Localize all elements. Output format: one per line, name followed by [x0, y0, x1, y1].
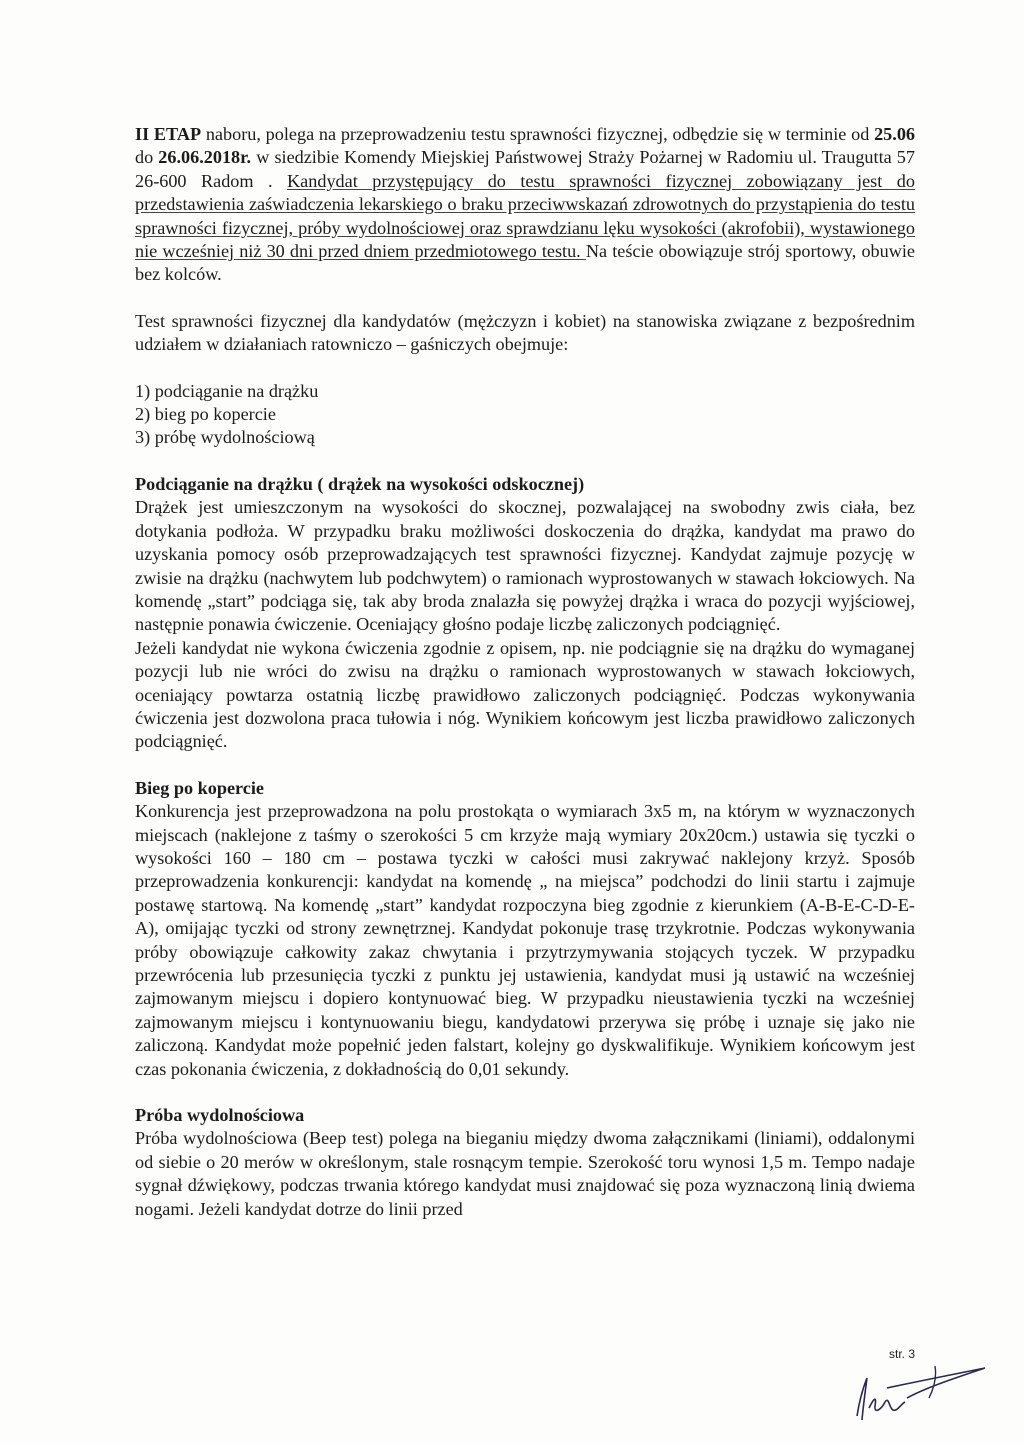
beep-paragraph: Próba wydolnościowa (Beep test) polega na bieganiu między dwoma załącznikami (liniami), oddalonymi od siebie o 20 merów w określonym, stale rosnącym tempie. Szerokość toru wynosi 1,5 m. Tempo nadaje sygnał dźwiękowy, podczas trwania którego kandydat musi znajdować się poza wyznaczoną linią dwiema nogami. Jeżeli kandydat dotrze do linii przed — [135, 1128, 915, 1219]
intro-text-4: Na teście obowiązuje strój sportowy, obuwie bez kolców. — [135, 241, 915, 285]
pullup-paragraph-2: Jeżeli kandydat nie wykona ćwiczenia zgodnie z opisem, np. nie podciągnie się na drążku do wymaganej pozycji lub nie wróci do zwisu na drążku o ramionach wyprostowanych w stawach łokciowych, oceniający powtarza ostatnią liczbę prawidłowo zaliczonych podciągnięć. Podczas wykonywania ćwiczenia jest dozwolona praca tułowia i nóg. Wynikiem końcowym jest liczba prawidłowo zaliczonych podciągnięć. — [135, 637, 915, 752]
etap-label: II ETAP — [135, 124, 202, 144]
spacer — [135, 754, 915, 777]
list-item: 2) bieg po kopercie — [135, 404, 276, 425]
spacer — [135, 357, 915, 380]
document-body — [135, 123, 915, 1221]
date-to: 26.06.2018r. — [158, 147, 252, 168]
page-number: str. 3 — [888, 1347, 915, 1361]
intro-text-1: naboru, polega na przeprowadzeniu testu sprawności fizycznej, odbędzie się w terminie od — [201, 124, 875, 144]
date-from: 25.06 — [874, 124, 915, 144]
intro-paragraph — [135, 123, 915, 287]
section-heading-run: Bieg po kopercie — [135, 777, 264, 798]
intro-text-3: w siedzibie Komendy Miejskiej Państwowej Straży Pożarnej w Radomiu ul. Traugutta 57 26-600 Radom . — [135, 147, 915, 191]
run-paragraph: Konkurencja jest przeprowadzona na polu prostokąta o wymiarach 3x5 m, na którym w wyznaczonych miejscach (naklejone z taśmy o szerokości 5 cm krzyże mają wymiary 20x20cm.) ustawia się tyczki o wysokości 160 – 180 cm – postawa tyczki w całości musi zakrywać naklejony krzyż. Sposób przeprowadzenia konkurencji: kandydat na komendę „ na miejsca” podchodzi do linii startu i zajmuje postawę startową. Na komendę „start” kandydat rozpoczyna bieg zgodnie z kierunkiem (A-B-E-C-D-E-A), omijając tyczki od strony zewnętrznej. Kandydat pokonuje trasę trzykrotnie. Podczas wykonywania próby obowiązuje całkowity zakaz chwytania i przytrzymywania stojących tyczek. W przypadku przewrócenia lub przesunięcia tyczki z punktu jej ustawienia, kandydat musi ją ustawić na wcześniej zajmowanym miejscu i dopiero kontynuować bieg. W przypadku nieustawienia tyczki na wcześniej zajmowanym miejscu i kontynuowaniu biegu, kandydatowi przerywa się próbę i uznaje się jako nie zaliczoną. Kandydat może popełnić jeden falstart, kolejny go dyskwalifikuje. Wynikiem końcowym jest czas pokonania ćwiczenia, z dokładnością do 0,01 sekundy. — [135, 801, 915, 1079]
list-item: 1) podciąganie na drążku — [135, 380, 319, 401]
section-heading-beep: Próba wydolnościowa — [135, 1105, 305, 1126]
spacer — [135, 1081, 915, 1104]
pullup-paragraph-1: Drążek jest umieszczonym na wysokości do skocznej, pozwalającej na swobodny zwis ciała, bez dotykania podłoża. W przypadku braku możliwości doskoczenia do drążka, kandydat ma prawo do uzyskania pomocy osób przeprowadzających test sprawności fizycznej. Kandydat zajmuje pozycję w zwisie na drążku (nachwytem lub podchwytem) o ramionach wyprostowanych w stawach łokciowych. Na komendę „start” podciąga się, tak aby broda znalazła się powyżej drążka i wraca do pozycji wyjściowej, następnie ponawia ćwiczenie. Oceniający głośno podaje liczbę zaliczonych podciągnięć. — [135, 497, 915, 635]
intro-text-2: do — [135, 147, 159, 168]
underlined-requirement: Kandydat przystępujący do testu sprawności fizycznej zobowiązany jest do przedstawienia zaświadczenia lekarskiego o braku przeciwwskazań zdrowotnych do przystąpienia do testu sprawności fizycznej, próby wydolnościowej oraz sprawdzianu lęku wysokości (akrofobii), wystawionego nie wcześniej niż 30 dni przed dniem przedmiotowego testu. — [135, 170, 915, 262]
spacer — [135, 287, 915, 310]
signature-image — [845, 1358, 995, 1428]
test-intro-paragraph: Test sprawności fizycznej dla kandydatów (mężczyzn i kobiet) na stanowiska związane z bezpośrednim udziałem w działaniach ratowniczo – gaśniczych obejmuje: — [135, 310, 915, 355]
list-item: 3) próbę wydolnościową — [135, 427, 315, 448]
section-heading-pullup: Podciąganie na drążku ( drążek na wysokości odskocznej) — [135, 473, 585, 494]
test-list — [135, 380, 915, 450]
spacer — [135, 450, 915, 473]
